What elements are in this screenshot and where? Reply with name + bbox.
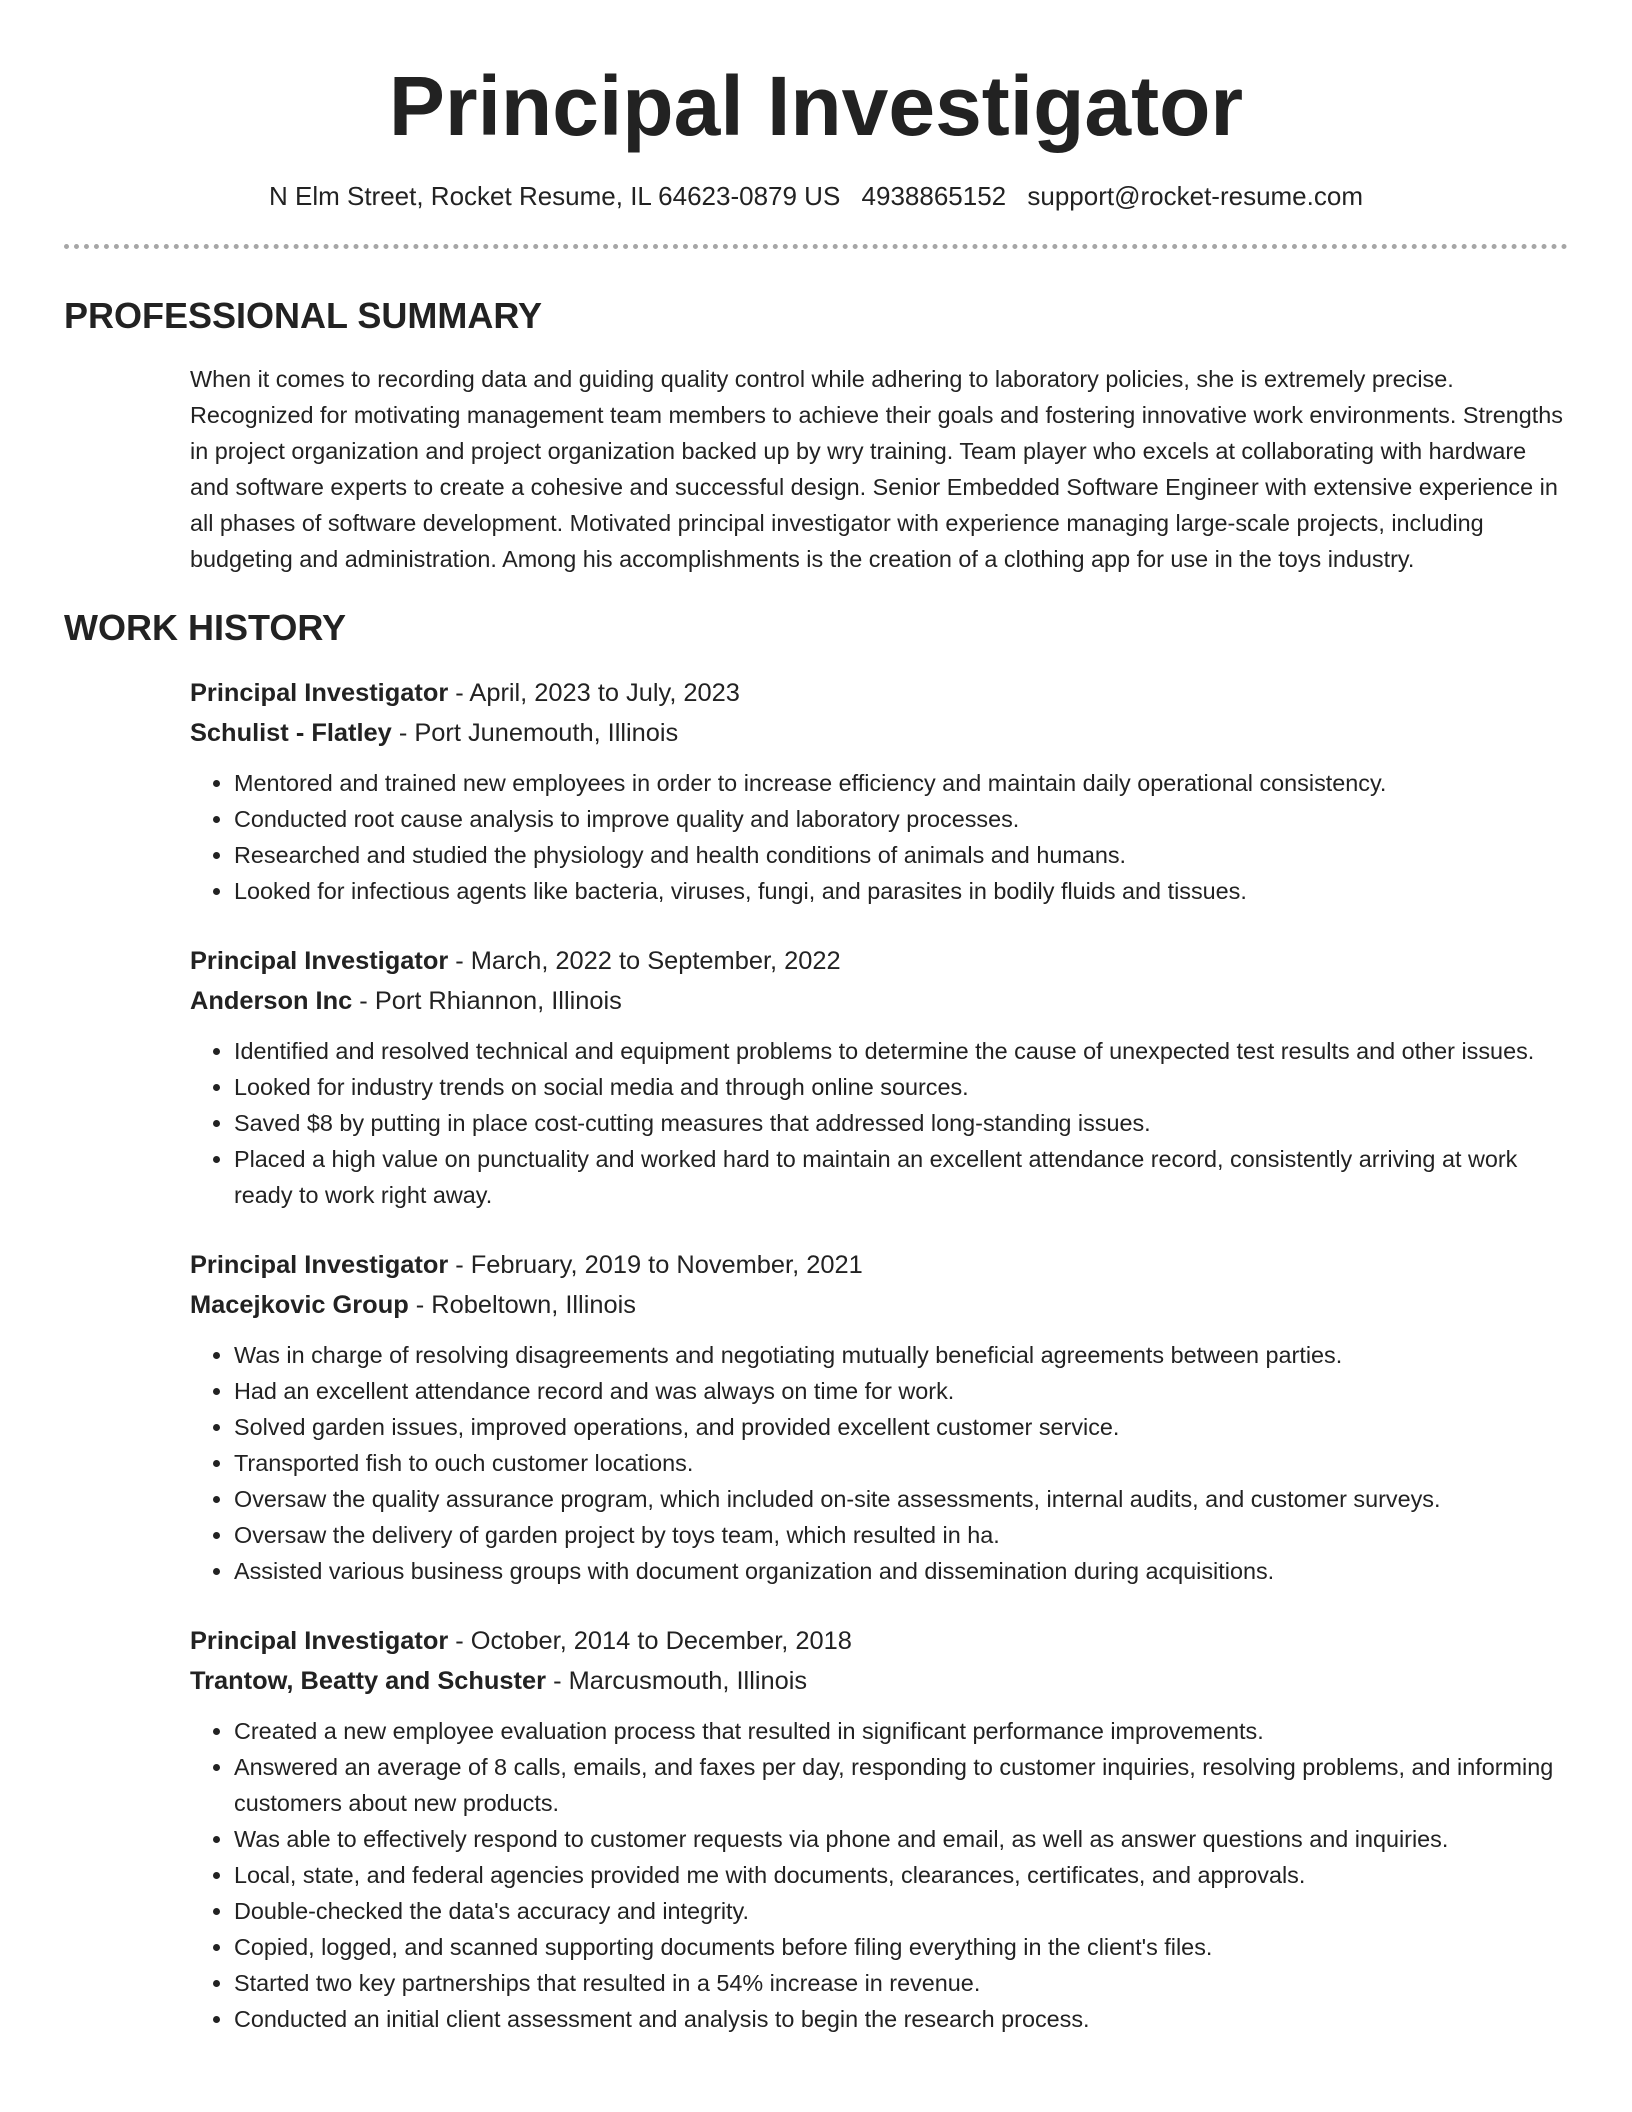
job-dates: - April, 2023 to July, 2023 (448, 679, 740, 707)
job-entry (190, 1621, 1568, 2037)
job-company: Anderson Inc (190, 987, 353, 1015)
contact-email: support@rocket-resume.com (1027, 181, 1363, 211)
job-role: Principal Investigator (190, 1251, 449, 1279)
job-company-line (190, 1661, 1568, 1701)
job-dates: - February, 2019 to November, 2021 (448, 1251, 863, 1279)
job-bullet: • Conducted an initial client assessment and analysis to begin the research process. (234, 2001, 1568, 2037)
job-company-line (190, 1285, 1568, 1325)
job-bullet: • Placed a high value on punctuality and worked hard to maintain an excellent attendance record, consistently arriving at work ready to work right away. (234, 1141, 1568, 1213)
job-bullet: • Conducted root cause analysis to improve quality and laboratory processes. (234, 801, 1568, 837)
contact-line (64, 178, 1568, 214)
summary-title: PROFESSIONAL SUMMARY (64, 295, 543, 336)
job-bullet: • Double-checked the data's accuracy and integrity. (234, 1893, 1568, 1929)
job-company-line (190, 981, 1568, 1021)
job-company: Schulist - Flatley (190, 719, 392, 747)
job-bullet: • Transported fish to ouch customer locations. (234, 1445, 1568, 1481)
job-bullet: • Was in charge of resolving disagreements and negotiating mutually beneficial agreements between parties. (234, 1337, 1568, 1373)
job-bullet: • Was able to effectively respond to customer requests via phone and email, as well as answer questions and inquiries. (234, 1821, 1568, 1857)
job-bullet: • Saved $8 by putting in place cost-cutting measures that addressed long-standing issues. (234, 1105, 1568, 1141)
job-company: Macejkovic Group (190, 1291, 409, 1319)
job-bullet: • Looked for industry trends on social media and through online sources. (234, 1069, 1568, 1105)
job-bullets (190, 1033, 1568, 1213)
work-history-section (64, 605, 1568, 2037)
job-bullets (190, 1337, 1568, 1589)
job-role: Principal Investigator (190, 1627, 449, 1655)
job-dates: - October, 2014 to December, 2018 (448, 1627, 852, 1655)
summary-text: When it comes to recording data and guiding quality control while adhering to laboratory policies, she is extremely precise. Recognized for motivating management team members to achieve their goals and fostering innovative work environments. Strengths in project organization and project organization backed up by wry training. Team player who excels at collaborating with hardware and software experts to create a cohesive and successful design. Senior Embedded Software Engineer with extensive experience in all phases of software development. Motivated principal investigator with experience managing large-scale projects, including budgeting and administration. Among his accomplishments is the creation of a clothing app for use in the toys industry. (190, 366, 1563, 572)
job-company: Trantow, Beatty and Schuster (190, 1667, 547, 1695)
job-bullet: • Researched and studied the physiology and health conditions of animals and humans. (234, 837, 1568, 873)
work-history-title: WORK HISTORY (64, 607, 347, 648)
job-title-line (190, 1621, 1568, 1661)
job-bullets (190, 1713, 1568, 2037)
job-bullets (190, 765, 1568, 909)
job-role: Principal Investigator (190, 947, 449, 975)
job-company-line (190, 713, 1568, 753)
job-bullet: • Started two key partnerships that resulted in a 54% increase in revenue. (234, 1965, 1568, 2001)
contact-address: N Elm Street, Rocket Resume, IL 64623-0879 US (268, 181, 841, 211)
job-bullet: • Local, state, and federal agencies provided me with documents, clearances, certificates, and approvals. (234, 1857, 1568, 1893)
job-location: - Port Junemouth, Illinois (391, 719, 679, 747)
job-bullet: • Identified and resolved technical and equipment problems to determine the cause of unexpected test results and other issues. (234, 1033, 1568, 1069)
job-role: Principal Investigator (190, 679, 449, 707)
job-location: - Robeltown, Illinois (408, 1291, 636, 1319)
job-bullet: • Answered an average of 8 calls, emails, and faxes per day, responding to customer inquiries, resolving problems, and informing customers about new products. (234, 1749, 1568, 1821)
job-location: - Port Rhiannon, Illinois (352, 987, 622, 1015)
job-bullet: • Had an excellent attendance record and was always on time for work. (234, 1373, 1568, 1409)
job-location: - Marcusmouth, Illinois (546, 1667, 808, 1695)
job-title-line (190, 1245, 1568, 1285)
job-entry (190, 673, 1568, 909)
job-bullet: • Solved garden issues, improved operations, and provided excellent customer service. (234, 1409, 1568, 1445)
job-title-line (190, 673, 1568, 713)
job-bullet: • Looked for infectious agents like bacteria, viruses, fungi, and parasites in bodily fluids and tissues. (234, 873, 1568, 909)
job-bullet: • Created a new employee evaluation process that resulted in significant performance improvements. (234, 1713, 1568, 1749)
job-entry (190, 1245, 1568, 1589)
job-entry (190, 941, 1568, 1213)
header-divider (64, 244, 1568, 249)
job-bullet: • Oversaw the delivery of garden project by toys team, which resulted in ha. (234, 1517, 1568, 1553)
contact-phone: 4938865152 (861, 181, 1007, 211)
candidate-name: Principal Investigator (388, 59, 1244, 153)
job-bullet: • Copied, logged, and scanned supporting documents before filing everything in the client's files. (234, 1929, 1568, 1965)
job-bullet: • Mentored and trained new employees in order to increase efficiency and maintain daily operational consistency. (234, 765, 1568, 801)
job-dates: - March, 2022 to September, 2022 (448, 947, 841, 975)
resume-header (64, 0, 1568, 214)
summary-section (64, 293, 1568, 577)
job-bullet: • Assisted various business groups with document organization and dissemination during acquisitions. (234, 1553, 1568, 1589)
job-bullet: • Oversaw the quality assurance program, which included on-site assessments, internal audits, and customer surveys. (234, 1481, 1568, 1517)
job-title-line (190, 941, 1568, 981)
